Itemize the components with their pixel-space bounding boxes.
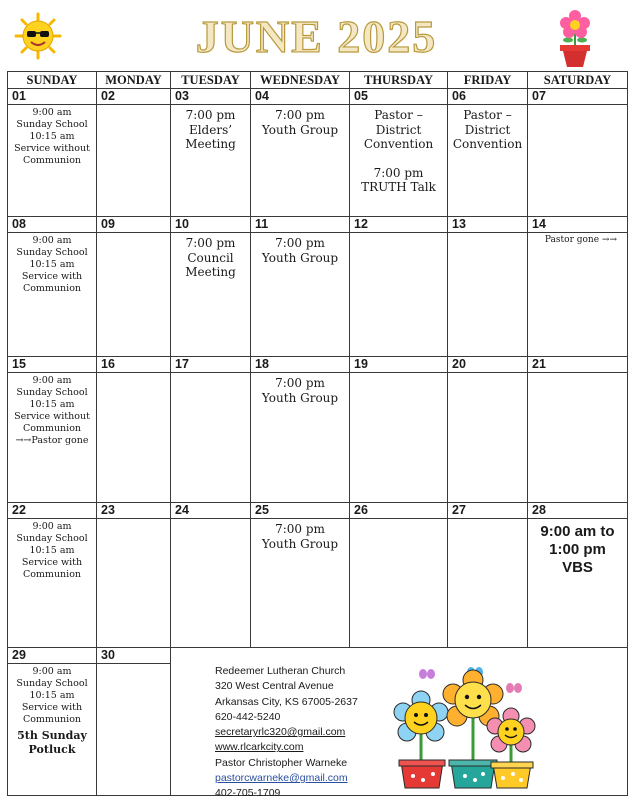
day-cell-30 — [97, 648, 171, 796]
event-line: Youth Group — [261, 390, 339, 405]
pastor-gone-note: Pastor gone →→ — [544, 235, 617, 245]
day-number: 07 — [528, 89, 627, 105]
event-line: 7:00 pm — [185, 108, 236, 122]
day-number: 14 — [528, 217, 627, 233]
day-cell-25 — [251, 503, 350, 648]
event-line: Sunday School — [16, 678, 88, 689]
pastor-phone: 402-705-1709 — [215, 787, 281, 800]
day-cell-02 — [97, 89, 171, 217]
event-line: 7:00 pm — [275, 108, 325, 122]
day-cell-22 — [8, 503, 97, 648]
event-line: Pastor – — [463, 108, 512, 122]
day-events — [8, 664, 96, 757]
event-line: 7:00 pm — [275, 376, 325, 390]
day-number: 30 — [97, 648, 170, 664]
event-line: District — [375, 122, 422, 137]
day-events — [350, 105, 447, 195]
week-row-4 — [8, 503, 628, 648]
day-number: 16 — [97, 357, 170, 373]
day-cell-17 — [171, 357, 251, 503]
day-cell-12 — [350, 217, 448, 357]
day-cell-10 — [171, 217, 251, 357]
weekday-tuesday: TUESDAY — [171, 72, 251, 89]
event-line: TRUTH Talk — [361, 180, 436, 194]
day-cell-13 — [448, 217, 528, 357]
event-line: Sunday School — [16, 247, 88, 258]
day-number: 05 — [350, 89, 447, 105]
day-events — [8, 233, 96, 295]
day-cell-21 — [528, 357, 628, 503]
event-line: Meeting — [185, 137, 236, 151]
event-line: →→Pastor gone — [15, 435, 89, 446]
event-line: Sunday School — [16, 387, 88, 398]
day-events — [251, 233, 349, 265]
event-line: District — [464, 122, 511, 137]
event-line: 9:00 am — [32, 107, 72, 118]
event-line: Pastor – — [374, 108, 423, 122]
week-row-2 — [8, 217, 628, 357]
event-line: Elders’ — [188, 122, 233, 137]
church-contact — [215, 664, 358, 802]
day-cell-23 — [97, 503, 171, 648]
event-line: 10:15 am — [29, 399, 75, 410]
weekday-sunday: SUNDAY — [8, 72, 97, 89]
event-line: Youth Group — [261, 250, 339, 265]
day-cell-03 — [171, 89, 251, 217]
event-line: Communion — [22, 283, 82, 294]
event-line: VBS — [562, 559, 593, 576]
event-line: 10:15 am — [29, 131, 75, 142]
event-line: 9:00 am — [32, 235, 72, 246]
day-number: 21 — [528, 357, 627, 373]
day-number: 12 — [350, 217, 447, 233]
day-cell-26 — [350, 503, 448, 648]
church-name: Redeemer Lutheran Church — [215, 665, 346, 677]
event-line: Communion — [22, 423, 82, 434]
day-cell-29 — [8, 648, 97, 796]
day-number: 26 — [350, 503, 447, 519]
church-phone: 620-442-5240 — [215, 710, 281, 723]
day-cell-05 — [350, 89, 448, 217]
day-number: 10 — [171, 217, 250, 233]
day-events — [251, 105, 349, 137]
day-events — [8, 373, 96, 447]
day-number: 27 — [448, 503, 527, 519]
potluck-event — [8, 729, 96, 757]
day-cell-06 — [448, 89, 528, 217]
day-events — [251, 519, 349, 551]
day-number: 22 — [8, 503, 96, 519]
event-line: 7:00 pm — [185, 236, 236, 250]
day-events — [8, 519, 96, 581]
event-line: Communion — [22, 569, 82, 580]
weekday-monday: MONDAY — [97, 72, 171, 89]
event-line: 9:00 am to — [540, 523, 615, 540]
day-cell-18 — [251, 357, 350, 503]
day-number: 15 — [8, 357, 96, 373]
day-events — [251, 373, 349, 405]
day-events — [448, 105, 527, 152]
event-line: 9:00 am — [32, 666, 72, 677]
day-cell-19 — [350, 357, 448, 503]
flowers-illustration-icon — [385, 666, 539, 790]
event-line: Service with — [21, 271, 83, 282]
pastor-name: Pastor Christopher Warneke — [215, 756, 348, 769]
day-number: 17 — [171, 357, 250, 373]
weekday-thursday: THURSDAY — [350, 72, 448, 89]
day-cell-16 — [97, 357, 171, 503]
event-line: Sunday School — [16, 119, 88, 130]
day-number: 09 — [97, 217, 170, 233]
day-cell-27 — [448, 503, 528, 648]
event-line: Service with — [21, 557, 83, 568]
event-line: Potluck — [28, 743, 76, 756]
weekday-header-row — [8, 72, 628, 89]
day-number: 01 — [8, 89, 96, 105]
day-cell-24 — [171, 503, 251, 648]
event-line: 1:00 pm — [549, 541, 606, 558]
day-number: 20 — [448, 357, 527, 373]
event-line: 7:00 pm — [373, 165, 424, 180]
event-line: Service with — [21, 702, 83, 713]
day-cell-09 — [97, 217, 171, 357]
church-website-link[interactable]: www.rlcarkcity.com — [215, 741, 304, 754]
day-cell-11 — [251, 217, 350, 357]
event-line: Council — [187, 250, 234, 265]
event-line: 5th Sunday — [17, 729, 87, 742]
day-cell-20 — [448, 357, 528, 503]
calendar-grid — [7, 71, 628, 800]
church-email-link[interactable]: secretaryrlc320@gmail.com — [215, 726, 346, 739]
day-number: 29 — [8, 648, 96, 664]
church-city: Arkansas City, KS 67005-2637 — [215, 695, 358, 708]
calendar-header — [0, 0, 633, 70]
day-number: 18 — [251, 357, 349, 373]
vbs-event — [528, 519, 627, 577]
day-number: 24 — [171, 503, 250, 519]
event-line: Youth Group — [261, 122, 339, 137]
event-line: Convention — [452, 137, 523, 151]
weekday-saturday: SATURDAY — [528, 72, 628, 89]
event-line: Service without — [14, 143, 90, 154]
flower-pot-icon — [554, 8, 596, 68]
day-number: 13 — [448, 217, 527, 233]
day-cell-14 — [528, 217, 628, 357]
pastor-email-link[interactable]: pastorcwarneke@gmail.com — [215, 772, 348, 785]
church-info-panel — [171, 648, 628, 800]
day-number: 06 — [448, 89, 527, 105]
day-cell-15 — [8, 357, 97, 503]
event-line: Service without — [14, 411, 90, 422]
event-line: 9:00 am — [32, 375, 72, 386]
day-cell-01 — [8, 89, 97, 217]
day-events — [8, 105, 96, 167]
day-events — [171, 233, 250, 280]
event-line: Meeting — [185, 265, 236, 279]
day-number: 19 — [350, 357, 447, 373]
weekday-wednesday: WEDNESDAY — [251, 72, 350, 89]
day-number: 03 — [171, 89, 250, 105]
event-line: Communion — [22, 155, 82, 166]
day-events — [171, 105, 250, 152]
event-line: Youth Group — [261, 536, 339, 551]
day-cell-28 — [528, 503, 628, 648]
event-line: Convention — [363, 137, 434, 151]
day-number: 23 — [97, 503, 170, 519]
day-cell-08 — [8, 217, 97, 357]
event-line: 10:15 am — [29, 259, 75, 270]
weekday-friday: FRIDAY — [448, 72, 528, 89]
day-number: 28 — [528, 503, 627, 519]
week-row-1 — [8, 89, 628, 217]
church-address: 320 West Central Avenue — [215, 680, 334, 693]
day-number: 04 — [251, 89, 349, 105]
week-row-3 — [8, 357, 628, 503]
event-line: 7:00 pm — [275, 236, 325, 250]
day-cell-07 — [528, 89, 628, 217]
day-number: 08 — [8, 217, 96, 233]
day-number: 02 — [97, 89, 170, 105]
day-number: 11 — [251, 217, 349, 233]
day-cell-04 — [251, 89, 350, 217]
event-line: 10:15 am — [29, 690, 75, 701]
event-line: Communion — [22, 714, 82, 725]
day-number: 25 — [251, 503, 349, 519]
event-line: Sunday School — [16, 533, 88, 544]
event-line: 7:00 pm — [275, 522, 325, 536]
week-row-5 — [8, 648, 628, 796]
event-line: 9:00 am — [32, 521, 72, 532]
page-title: JUNE 2025 — [195, 11, 438, 62]
event-line: 10:15 am — [29, 545, 75, 556]
